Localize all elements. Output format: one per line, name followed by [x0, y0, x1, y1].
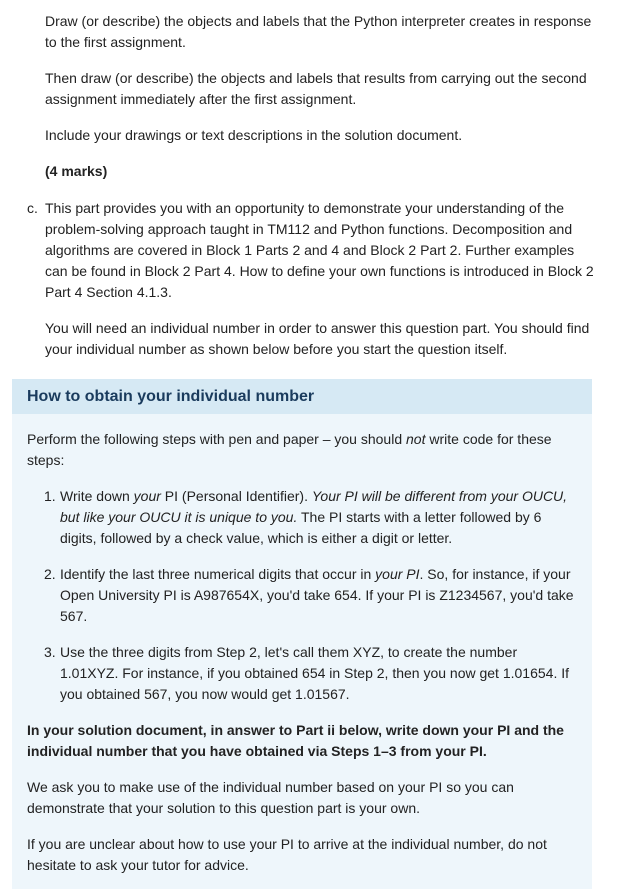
step-2-text-a: Identify the last three numerical digits that occur in: [60, 566, 376, 582]
part-c-letter: c.: [27, 200, 38, 216]
box-intro-text-b: write code for these steps:: [27, 431, 552, 468]
tutor-advice-paragraph: If you are unclear about how to use your PI to arrive at the individual number, do not hesitate to ask your tutor for advice.: [27, 836, 547, 873]
step-2-number: 2.: [44, 566, 56, 582]
part-c-section: [0, 198, 610, 375]
part-c-paragraph-1: This part provides you with an opportunity to demonstrate your understanding of the problem-solving approach taught in TM112 and Python functions. Decomposition and algorithms are covered in Block 1 Parts 2 and 4 and Block 2 Part 2. Further examples can be found in Block 2 Part 4. How to define your own functions is introduced in Block 2 Part 4 Section 4.1.3.: [45, 200, 594, 300]
step-3-number: 3.: [44, 644, 56, 660]
step-1: [27, 486, 577, 549]
step-1-text-c: The PI starts with a letter followed by 6 digits, followed by a check value, which is either a digit or letter.: [60, 509, 542, 546]
step-1-text-b: PI (Personal Identifier).: [160, 488, 312, 504]
step-1-number: 1.: [44, 488, 56, 504]
step-1-emphasis-1: your: [133, 488, 161, 504]
intro-paragraph-3: Include your drawings or text descriptions in the solution document.: [45, 127, 463, 143]
box-intro-text-a: Perform the following steps with pen and paper – you should: [27, 431, 407, 447]
intro-section: [45, 11, 605, 198]
step-3: [27, 642, 577, 705]
marks-label: (4 marks): [45, 163, 108, 179]
step-1-text-a: Write down: [60, 488, 134, 504]
individual-number-box: [12, 379, 592, 889]
step-1-emphasis-2: Your PI will be different from your OUCU, but like your OUCU it is unique to you.: [60, 488, 568, 525]
step-2: [27, 564, 577, 627]
solution-instruction: In your solution document, in answer to Part ii below, write down your PI and the individual number that you have obtained via Steps 1–3 from your PI.: [27, 722, 564, 759]
step-2-text-b: . So, for instance, if your Open University PI is A987654X, you'd take 654. If your PI is Z1234567, you'd take 567.: [60, 566, 574, 624]
step-3-text: Use the three digits from Step 2, let's call them XYZ, to create the number 1.01XYZ. For instance, if you obtained 654 in Step 2, then you now get 1.01654. If you obtained 567, you now would get 1.01567.: [60, 644, 570, 702]
box-intro-emphasis: not: [406, 431, 426, 447]
pi-usage-paragraph: We ask you to make use of the individual number based on your PI so you can demonstrate that your solution to this question part is your own.: [27, 779, 514, 816]
part-c-paragraph-2: You will need an individual number in order to answer this question part. You should find your individual number as shown below before you start the question itself.: [45, 320, 590, 357]
steps-list: [27, 486, 577, 705]
intro-paragraph-1: Draw (or describe) the objects and labels that the Python interpreter creates in response to the first assignment.: [45, 13, 592, 50]
intro-paragraph-2: Then draw (or describe) the objects and labels that results from carrying out the second assignment immediately after the first assignment.: [45, 70, 587, 107]
box-title: How to obtain your individual number: [27, 388, 315, 405]
box-body: [12, 414, 592, 876]
step-2-emphasis: your PI: [375, 566, 420, 582]
box-header: [12, 379, 592, 414]
part-c-body: [45, 198, 600, 360]
box-intro: [27, 429, 577, 471]
